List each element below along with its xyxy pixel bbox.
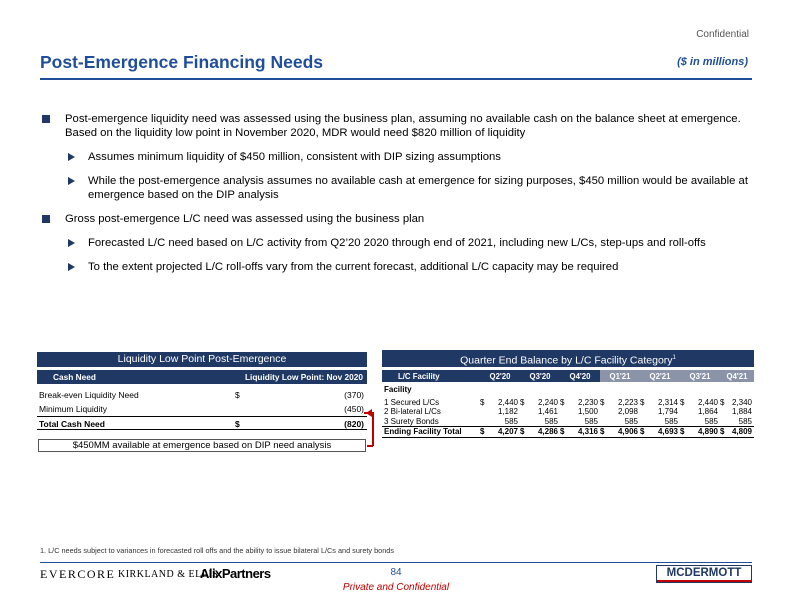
triangle-bullet-icon [68, 177, 75, 185]
table-row [37, 388, 367, 402]
units-label: ($ in millions) [677, 56, 748, 68]
total-value: 4,906 [610, 427, 640, 438]
cell-value: 2,440 [497, 397, 518, 407]
col-header-quarter: Q2'21 [640, 370, 680, 382]
currency: $ [520, 427, 530, 438]
evercore-logo: EVERCORE [40, 567, 116, 581]
currency: $ [600, 427, 610, 438]
kirkland-logo: KIRKLAND & ELLIS [118, 569, 219, 580]
lc-facility-table [382, 370, 754, 438]
row-currency: $ [235, 390, 240, 400]
square-bullet-icon [42, 215, 50, 223]
total-value: 4,286 [530, 427, 560, 438]
cell-value: 585 [624, 416, 638, 426]
dip-callout-box: $450MM available at emergence based on DIP need analysis [38, 439, 366, 452]
cell-value: 585 [544, 416, 558, 426]
cell-value: 585 [664, 416, 678, 426]
mcdermott-logo [656, 565, 752, 583]
sub-bullet-item [40, 174, 760, 202]
logo-accent-bar [657, 580, 751, 582]
row-label: 3 Surety Bonds [384, 416, 439, 426]
currency: $ [680, 427, 690, 438]
cell-value: 2,340 [731, 397, 752, 407]
alixpartners-logo: AlixPartners [200, 566, 271, 581]
triangle-bullet-icon [68, 239, 75, 247]
total-value: (820) [344, 419, 364, 429]
currency: $ [640, 397, 645, 407]
currency: $ [680, 397, 685, 407]
mcdermott-logo-text: MCDERMOTT [666, 567, 742, 579]
currency: $ [480, 397, 485, 407]
lc-table-header-row [382, 370, 754, 382]
row-value: (450) [344, 404, 364, 414]
cell-value: 2,230 [577, 397, 598, 407]
title-divider [40, 78, 752, 80]
total-row [37, 416, 367, 430]
row-label: 2 Bi-lateral L/Cs [384, 407, 441, 416]
cell-value: 585 [704, 416, 718, 426]
currency: $ [480, 427, 490, 438]
cell-value: 2,440 [697, 397, 718, 407]
footer-divider [40, 562, 752, 563]
row-label: Minimum Liquidity [39, 404, 108, 414]
total-label: Ending Facility Total [382, 427, 480, 438]
sub-bullet-text: To the extent projected L/C roll-offs vary from the current forecast, additional L/C capacity may be required [88, 261, 619, 273]
liquidity-table-title: Liquidity Low Point Post-Emergence [37, 352, 367, 367]
total-value: 4,809 [731, 427, 752, 437]
cell-value: 1,794 [657, 407, 678, 416]
table-row [382, 398, 754, 408]
liquidity-table [37, 370, 367, 430]
currency: $ [560, 427, 570, 438]
bullet-text: Post-emergence liquidity need was assessed using the business plan, assuming no available cash on the balance sheet at emergence. Based on the liquidity low point in November 2020, MDR would need $820 million of liquidity [65, 113, 741, 139]
total-value: 4,316 [570, 427, 600, 438]
cell-value: 1,500 [577, 407, 598, 416]
liquidity-table-header [37, 370, 367, 384]
currency: $ [520, 397, 525, 407]
col-header-low-point: Liquidity Low Point: Nov 2020 [244, 372, 363, 382]
col-header-quarter: Q1'21 [600, 370, 640, 382]
private-confidential-label: Private and Confidential [342, 582, 450, 593]
cell-value: 2,314 [657, 397, 678, 407]
sub-bullet-item [40, 260, 760, 274]
cell-value: 585 [584, 416, 598, 426]
bullet-text: Gross post-emergence L/C need was assessed using the business plan [65, 213, 425, 225]
triangle-bullet-icon [68, 153, 75, 161]
currency: $ [600, 397, 605, 407]
section-row [382, 382, 754, 398]
table-row [37, 402, 367, 416]
bullet-item [40, 212, 760, 226]
total-value: 4,207 [490, 427, 520, 438]
col-header-quarter: Q4'21 [720, 370, 754, 382]
square-bullet-icon [42, 115, 50, 123]
cell-value: 585 [504, 416, 518, 426]
cell-value: 2,240 [537, 397, 558, 407]
total-value: 4,890 [690, 427, 720, 438]
triangle-bullet-icon [68, 263, 75, 271]
sub-bullet-item [40, 150, 760, 164]
bullet-item [40, 112, 760, 140]
total-value: 4,693 [650, 427, 680, 438]
bullet-list [40, 112, 760, 284]
total-label: Total Cash Need [39, 419, 105, 429]
cell-value: 585 [738, 416, 752, 426]
col-header-quarter: Q3'21 [680, 370, 720, 382]
cell-value: 2,098 [617, 407, 638, 416]
footnote-marker: 1 [672, 355, 676, 361]
cell-value: 1,884 [731, 407, 752, 416]
footnote: 1. L/C needs subject to variances in forecasted roll offs and the ability to issue bilateral L/Cs and surety bonds [40, 546, 394, 555]
col-header-quarter: Q2'20 [480, 370, 520, 382]
sub-bullet-item [40, 236, 760, 250]
total-currency: $ [235, 419, 240, 429]
total-row [382, 427, 754, 438]
page-title: Post-Emergence Financing Needs [40, 52, 323, 72]
lc-table-title [382, 350, 754, 367]
cell-value: 1,182 [497, 407, 518, 416]
currency: $ [720, 397, 725, 407]
currency: $ [560, 397, 565, 407]
lc-title-text: Quarter End Balance by L/C Facility Category [460, 354, 673, 367]
currency: $ [640, 427, 650, 438]
section-label: Facility [384, 385, 412, 394]
confidential-label: Confidential [696, 29, 749, 40]
callout-connector-line [372, 412, 374, 446]
sub-bullet-text: Assumes minimum liquidity of $450 million, consistent with DIP sizing assumptions [88, 151, 501, 163]
sub-bullet-text: While the post-emergence analysis assumes no available cash at emergence for sizing purposes, $450 million would be available at emergence based on the DIP analysis [88, 175, 748, 201]
row-label: 1 Secured L/Cs [384, 397, 440, 407]
table-row [382, 407, 754, 417]
page-number: 84 [390, 567, 402, 578]
col-header-cash-need: Cash Need [53, 372, 96, 382]
currency: $ [720, 427, 730, 438]
sub-bullet-text: Forecasted L/C need based on L/C activity from Q2’20 2020 through end of 2021, including new L/Cs, step-ups and roll-offs [88, 237, 706, 249]
col-header-facility: L/C Facility [382, 370, 480, 382]
row-label: Break-even Liquidity Need [39, 390, 139, 400]
table-row [382, 417, 754, 427]
arrow-head-icon [366, 409, 372, 417]
cell-value: 1,461 [537, 407, 558, 416]
row-value: (370) [344, 390, 364, 400]
col-header-quarter: Q4'20 [560, 370, 600, 382]
cell-value: 1,864 [697, 407, 718, 416]
cell-value: 2,223 [617, 397, 638, 407]
col-header-quarter: Q3'20 [520, 370, 560, 382]
